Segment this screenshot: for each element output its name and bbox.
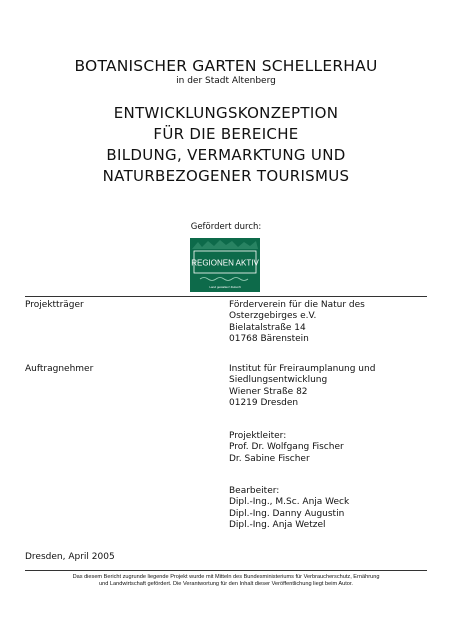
editor-label: Bearbeiter: (229, 486, 280, 496)
concept-line: NATURBEZOGENER TOURISMUS (102, 167, 350, 185)
leader-name: Dr. Sabine Fischer (229, 453, 310, 464)
top-divider (25, 296, 427, 297)
editor-name: Dipl.-Ing., M.Sc. Anja Weck (229, 497, 350, 508)
contractor-line: Siedlungsentwicklung (229, 375, 328, 386)
funding-footnote (25, 574, 427, 589)
footnote-line: und Landwirtschaft gefördert. Die Verantwortung für den Inhalt dieser Veröffentlichung liegt beim Autor. (99, 581, 353, 588)
contractor-line: 01219 Dresden (229, 397, 299, 408)
editor-name: Dipl.-Ing. Danny Augustin (229, 508, 345, 519)
document-subtitle: in der Stadt Altenberg (176, 76, 276, 86)
concept-heading (0, 103, 452, 187)
footnote-line: Das diesem Bericht zugrunde liegende Projekt wurde mit Mitteln des Bundesministeriums für Verbraucherschutz, Ernährung (72, 574, 380, 580)
funded-by-label: Gefördert durch: (190, 222, 262, 232)
contractor-line: Wiener Straße 82 (229, 386, 308, 397)
sponsor-line: Bielatalstraße 14 (229, 322, 306, 333)
logo-text: REGIONEN AKTIV (191, 258, 259, 268)
sponsor-label: Projektträger (25, 300, 84, 310)
regionen-aktiv-logo (190, 238, 260, 292)
leader-name: Prof. Dr. Wolfgang Fischer (229, 442, 344, 453)
contractor-line: Institut für Freiraumplanung und (229, 364, 376, 374)
sponsor-line: Förderverein für die Natur des (229, 300, 365, 310)
logo-caption: Land gestalten! Zukunft (209, 285, 241, 289)
contractor-block (229, 364, 375, 409)
leader-block (229, 431, 344, 465)
bottom-divider (25, 570, 427, 571)
concept-line: ENTWICKLUNGSKONZEPTION (113, 104, 339, 122)
document-title: BOTANISCHER GARTEN SCHELLERHAU (74, 57, 378, 75)
concept-line: BILDUNG, VERMARKTUNG UND (106, 146, 346, 164)
document-date: Dresden, April 2005 (25, 552, 115, 562)
sponsor-line: 01768 Bärenstein (229, 333, 309, 344)
sponsor-line: Osterzgebirges e.V. (229, 311, 317, 322)
contractor-label: Auftragnehmer (25, 364, 94, 374)
sponsor-block (229, 300, 365, 345)
leader-label: Projektleiter: (229, 431, 287, 441)
editor-name: Dipl.-Ing. Anja Wetzel (229, 519, 326, 530)
concept-line: FÜR DIE BEREICHE (153, 125, 299, 143)
editor-block (229, 486, 349, 531)
